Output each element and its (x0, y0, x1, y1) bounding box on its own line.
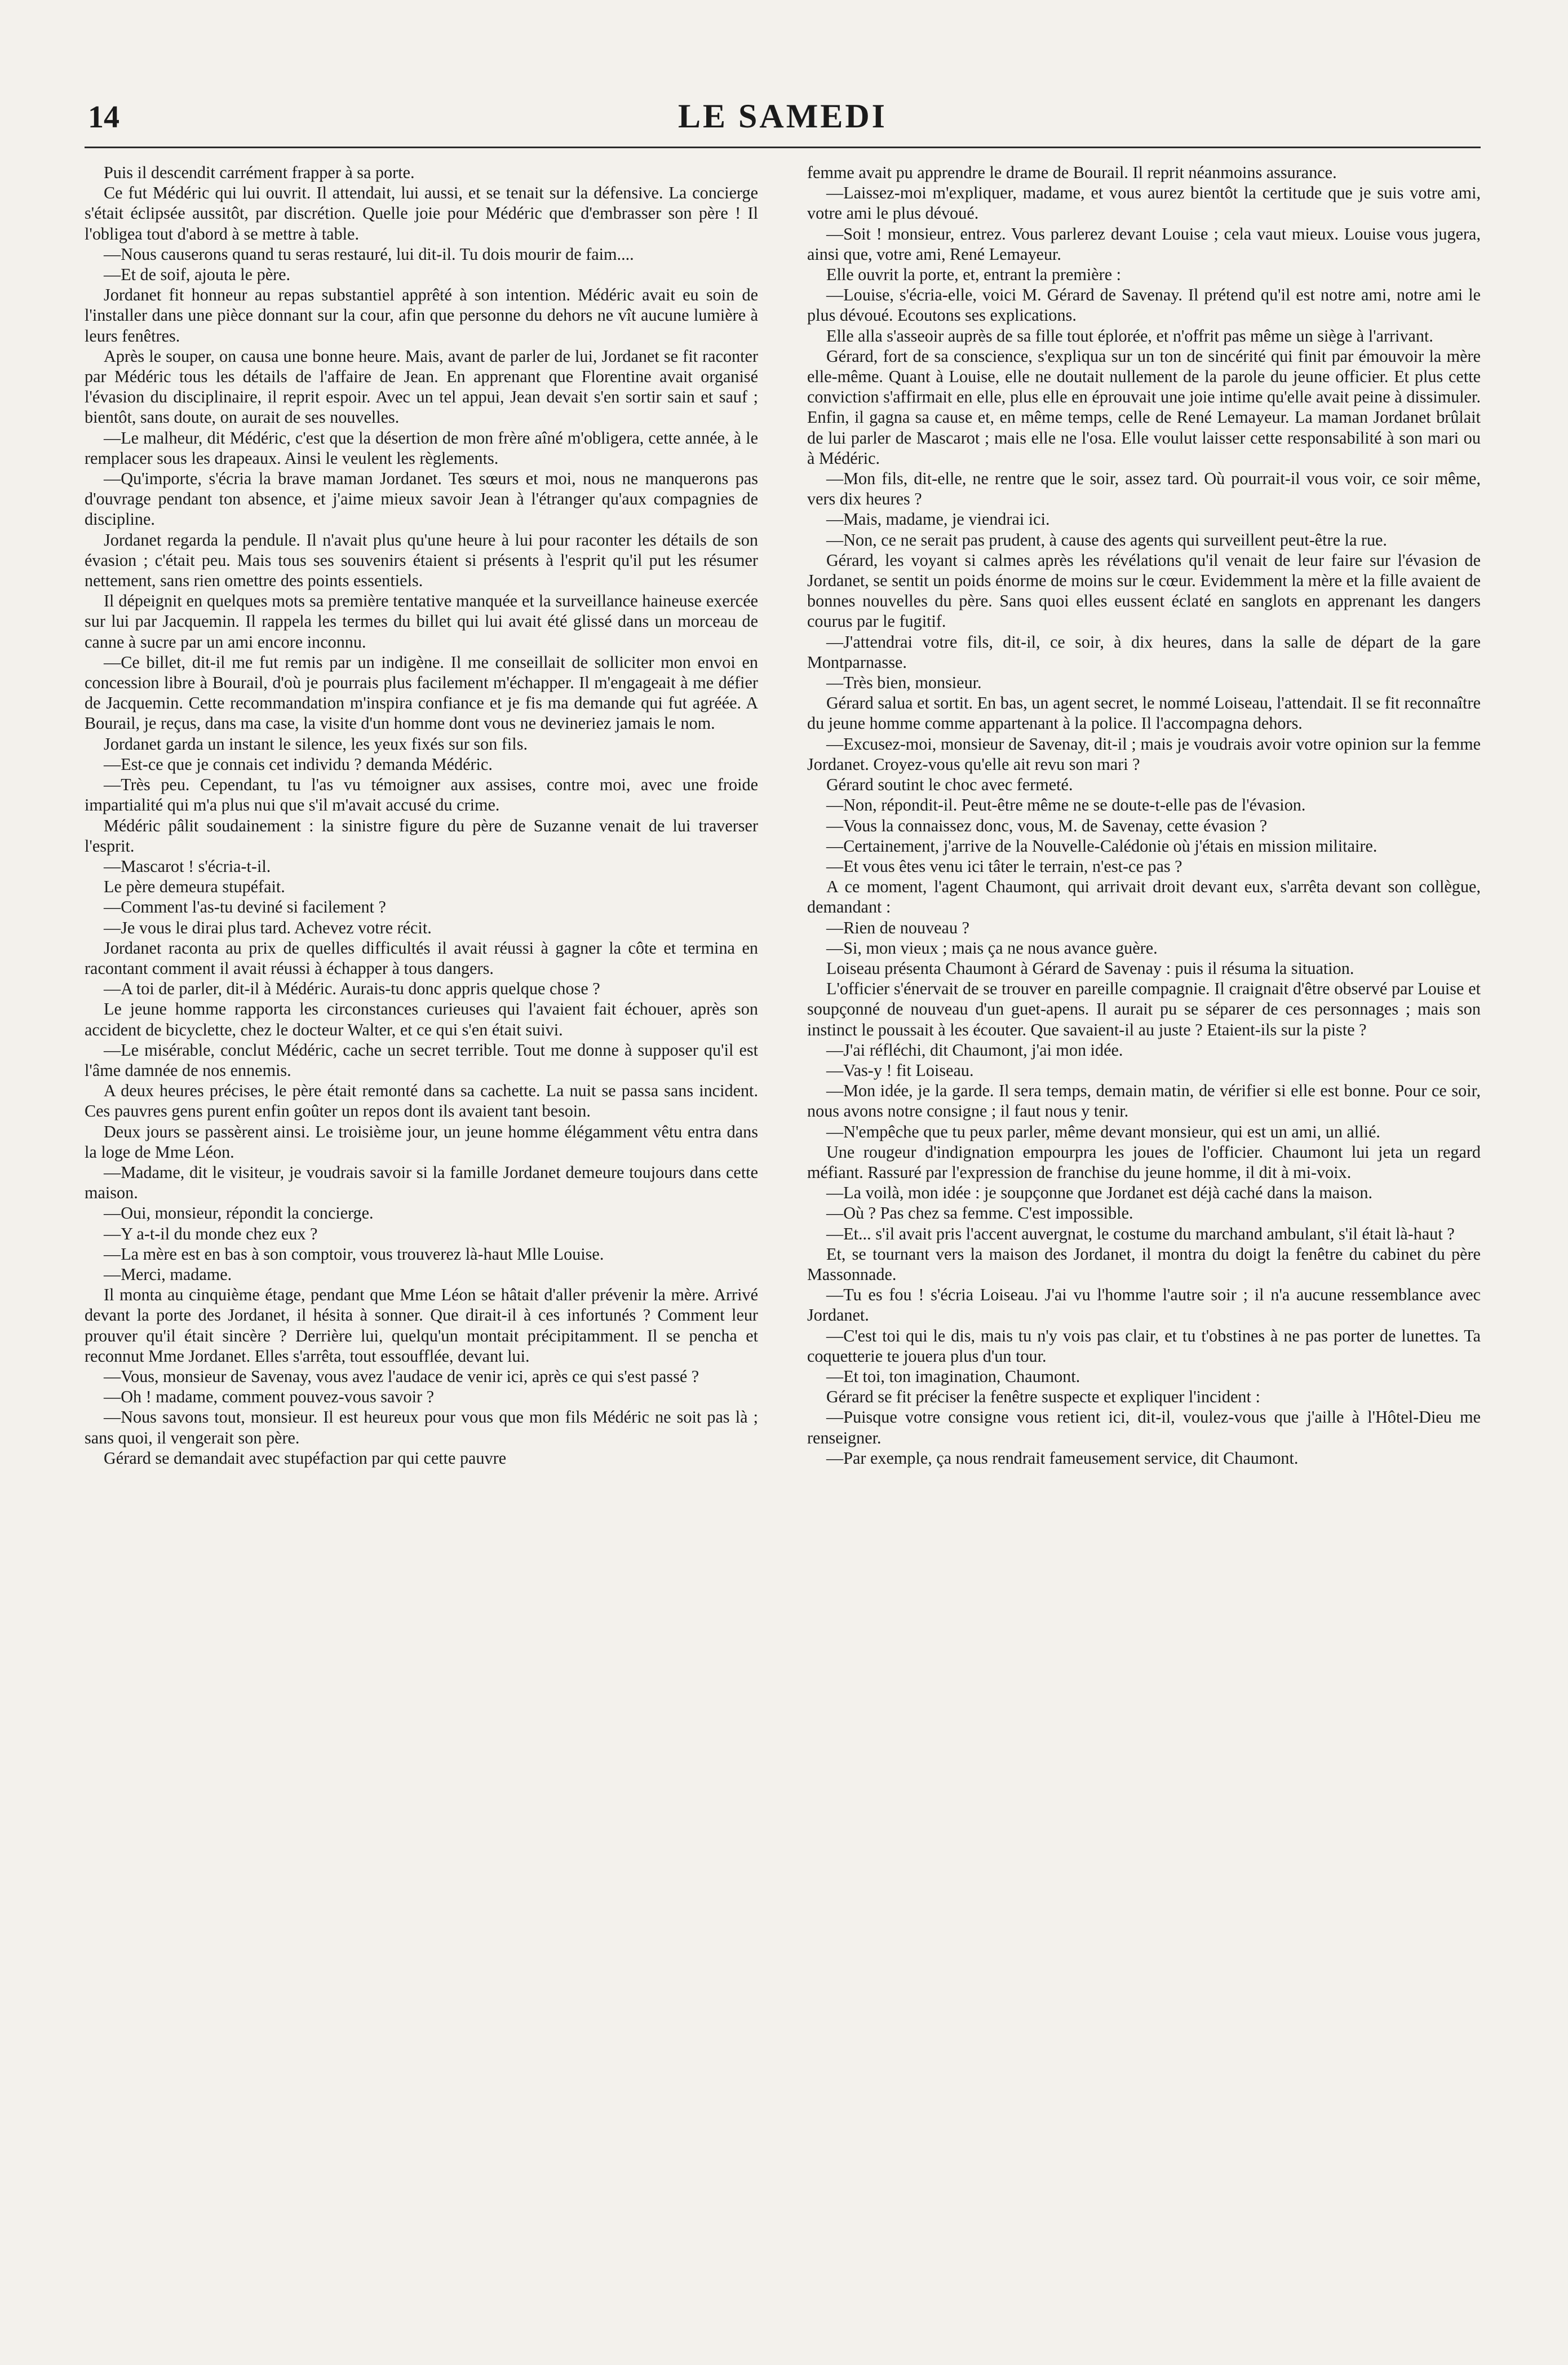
paragraph: —A toi de parler, dit-il à Médéric. Aurais-tu donc appris quelque chose ? (104, 979, 600, 999)
paragraph: —Rien de nouveau ? (826, 918, 969, 937)
paragraph: —Je vous le dirai plus tard. Achevez votre récit. (104, 918, 432, 937)
paragraph: Gérard soutint le choc avec fermeté. (826, 775, 1073, 795)
paragraph: —Nous savons tout, monsieur. Il est heureux pour vous que mon fils Médéric ne soit pas là ; sans quoi, il vengerait son père. (85, 1407, 758, 1447)
paragraph: —Le malheur, dit Médéric, c'est que la désertion de mon frère aîné m'obligera, cette année, à le remplacer sous les drapeaux. Ainsi le veulent les règlements. (85, 428, 758, 468)
paragraph: —Mascarot ! s'écria-t-il. (104, 856, 271, 876)
left-column (85, 162, 758, 2304)
paragraph: —Vas-y ! fit Loiseau. (826, 1060, 974, 1080)
paragraph: —Oh ! madame, comment pouvez-vous savoir ? (104, 1387, 434, 1407)
paragraph: —Excusez-moi, monsieur de Savenay, dit-il ; mais je voudrais avoir votre opinion sur la femme Jordanet. Croyez-vous qu'elle ait revu son mari ? (807, 734, 1481, 774)
paragraph: —Non, répondit-il. Peut-être même ne se doute-t-elle pas de l'évasion. (826, 795, 1306, 815)
paragraph: —Si, mon vieux ; mais ça ne nous avance guère. (826, 938, 1158, 958)
paragraph: —Par exemple, ça nous rendrait fameusement service, dit Chaumont. (826, 1448, 1299, 1468)
paragraph: —Qu'importe, s'écria la brave maman Jordanet. Tes sœurs et moi, nous ne manquerons pas d'ouvrage pendant ton absence, et j'aime mieux savoir Jean à l'étranger qu'aux compagnies de discipline. (85, 469, 758, 529)
paragraph: Le jeune homme rapporta les circonstances curieuses qui l'avaient fait échouer, après son accident de bicyclette, chez le docteur Walter, et ce qui s'en était suivi. (85, 999, 758, 1039)
paragraph: A deux heures précises, le père était remonté dans sa cachette. La nuit se passa sans incident. Ces pauvres gens purent enfin goûter un repos dont ils avaient tant besoin. (85, 1081, 758, 1121)
paragraph: —La mère est en bas à son comptoir, vous trouverez là-haut Mlle Louise. (104, 1244, 604, 1264)
paragraph: Médéric pâlit soudainement : la sinistre figure du père de Suzanne venait de lui traverser l'esprit. (85, 816, 758, 856)
page-title: LE SAMEDI (677, 98, 888, 135)
paragraph: Puis il descendit carrément frapper à sa porte. (104, 163, 415, 182)
paragraph: Gérard salua et sortit. En bas, un agent secret, le nommé Loiseau, l'attendait. Il se fit reconnaître du jeune homme comme appartenant à la police. Il l'accompagna dehors. (807, 693, 1481, 733)
paragraph: —Le misérable, conclut Médéric, cache un secret terrible. Tout me donne à supposer qu'il est l'âme damnée de nos ennemis. (85, 1040, 758, 1080)
paragraph: —Madame, dit le visiteur, je voudrais savoir si la famille Jordanet demeure toujours dans cette maison. (85, 1162, 758, 1203)
paragraph: —Non, ce ne serait pas prudent, à cause des agents qui surveillent peut-être la rue. (826, 530, 1387, 550)
paragraph: Après le souper, on causa une bonne heure. Mais, avant de parler de lui, Jordanet se fit raconter par Médéric tous les détails de l'affaire de Jean. En apprenant que Florentine avait organisé l'évasion du disciplinaire, il reprit espoir. Avec un tel appui, Jean devait s'en sortir sain et sauf ; bientôt, sans doute, on aurait de ses nouvelles. (85, 346, 758, 427)
paragraph: Jordanet raconta au prix de quelles difficultés il avait réussi à gagner la côte et termina en racontant comment il avait réussi à échapper à tous dangers. (85, 938, 758, 978)
paragraph: —Où ? Pas chez sa femme. C'est impossible. (826, 1203, 1133, 1223)
paragraph: L'officier s'énervait de se trouver en pareille compagnie. Il craignait d'être observé par Louise et soupçonné de nouveau d'un guet-apens. Il aurait pu se séparer de ces personnages ; mais son instinct le poussait à les écouter. Que savaient-il au juste ? Etaient-ils sur la piste ? (807, 979, 1481, 1039)
paragraph: —Est-ce que je connais cet individu ? demanda Médéric. (104, 754, 493, 774)
paragraph: —Très bien, monsieur. (826, 673, 982, 693)
paragraph: —Et vous êtes venu ici tâter le terrain, n'est-ce pas ? (826, 856, 1182, 876)
paragraph: Elle ouvrit la porte, et, entrant la première : (826, 265, 1122, 285)
paragraph: Il dépeignit en quelques mots sa première tentative manquée et la surveillance haineuse exercée sur lui par Jacquemin. Il rappela les termes du billet qui lui avait été glissé dans un morceau de canne à sucre par un ami encore inconnu. (85, 591, 758, 652)
paragraph: —Merci, madame. (104, 1264, 232, 1284)
paragraph: —Soit ! monsieur, entrez. Vous parlerez devant Louise ; cela vaut mieux. Louise vous jugera, ainsi que, votre ami, René Lemayeur. (807, 224, 1481, 264)
paragraph: Jordanet regarda la pendule. Il n'avait plus qu'une heure à lui pour raconter les détails de son évasion ; c'était peu. Mais tous ses souvenirs étaient si présents à l'esprit qu'il put les résumer nettement, sans rien omettre des points essentiels. (85, 530, 758, 591)
paragraph: —Louise, s'écria-elle, voici M. Gérard de Savenay. Il prétend qu'il est notre ami, notre ami le plus dévoué. Ecoutons ses explications. (807, 285, 1481, 325)
paragraph: Gérard, les voyant si calmes après les révélations qu'il venait de leur faire sur l'évasion de Jordanet, se sentit un poids énorme de moins sur le cœur. Evidemment la mère et la fille avaient de bonnes nouvelles du père. Sans quoi elles eussent éclaté en sanglots en apprenant les dangers courus par le fugitif. (807, 550, 1481, 631)
paragraph: Deux jours se passèrent ainsi. Le troisième jour, un jeune homme élégamment vêtu entra dans la loge de Mme Léon. (85, 1122, 758, 1162)
paragraph: —Vous, monsieur de Savenay, vous avez l'audace de venir ici, après ce qui s'est passé ? (104, 1366, 699, 1386)
page-number: 14 (88, 100, 119, 135)
paragraph: —La voilà, mon idée : je soupçonne que Jordanet est déjà caché dans la maison. (826, 1183, 1373, 1203)
paragraph: —Puisque votre consigne vous retient ici, dit-il, voulez-vous que j'aille à l'Hôtel-Dieu me renseigner. (807, 1407, 1481, 1447)
paragraph: —Mon fils, dit-elle, ne rentre que le soir, assez tard. Où pourrait-il vous voir, ce soir même, vers dix heures ? (807, 469, 1481, 509)
paragraph: —Y a-t-il du monde chez eux ? (104, 1224, 318, 1243)
right-column (807, 162, 1481, 2304)
paragraph: —Mon idée, je la garde. Il sera temps, demain matin, de vérifier si elle est bonne. Pour ce soir, nous avons notre consigne ; il faut nous y tenir. (807, 1081, 1481, 1121)
paragraph: —Vous la connaissez donc, vous, M. de Savenay, cette évasion ? (826, 816, 1268, 835)
paragraph: —Et... s'il avait pris l'accent auvergnat, le costume du marchand ambulant, s'il était là-haut ? (826, 1224, 1455, 1243)
paragraph: Jordanet garda un instant le silence, les yeux fixés sur son fils. (104, 734, 528, 754)
paragraph: Il monta au cinquième étage, pendant que Mme Léon se hâtait d'aller prévenir la mère. Arrivé devant la porte des Jordanet, il hésita à sonner. Que dirait-il à ces infortunés ? Comment leur prouver qu'il était sincère ? Derrière lui, quelqu'un montait précipitamment. Il se pencha et reconnut Mme Jordanet. Elles s'arrêta, tout essoufflée, devant lui. (85, 1285, 758, 1366)
paragraph: —Ce billet, dit-il me fut remis par un indigène. Il me conseillait de solliciter mon envoi en concession libre à Bourail, d'où je pourrais plus facilement m'échapper. Il m'engageait à me défier de Jacquemin. Cette recommandation m'inspira confiance et je fis ma demande qui fut agréée. A Bourail, je reçus, dans ma case, la visite d'un homme dont vous ne devineriez jamais le nom. (85, 652, 758, 733)
paragraph: —N'empêche que tu peux parler, même devant monsieur, qui est un ami, un allié. (826, 1122, 1380, 1141)
paragraph: Loiseau présenta Chaumont à Gérard de Savenay : puis il résuma la situation. (826, 958, 1354, 978)
paragraph: Gérard, fort de sa conscience, s'expliqua sur un ton de sincérité qui finit par émouvoir la mère elle-même. Quant à Louise, elle ne doutait nullement de la parole du jeune officier. Et plus cette conviction s'affirmait en elle, plus elle en éprouvait une joie intime qu'elle avait peine à dissimuler. Enfin, il gagna sa cause et, en même temps, celle de René Lemayeur. La maman Jordanet brûlait de lui parler de Mascarot ; mais elle ne l'osa. Elle voulut laisser cette responsabilité à son mari ou à Médéric. (807, 346, 1481, 468)
paragraph: —J'ai réfléchi, dit Chaumont, j'ai mon idée. (826, 1040, 1123, 1060)
paragraph: —Et toi, ton imagination, Chaumont. (826, 1366, 1080, 1386)
paragraph: Ce fut Médéric qui lui ouvrit. Il attendait, lui aussi, et se tenait sur la défensive. La concierge s'était éclipsée aussitôt, par discrétion. Quelle joie pour Médéric que d'embrasser son père ! Il l'obligea tout d'abord à se mettre à table. (85, 183, 758, 243)
paragraph: —Nous causerons quand tu seras restauré, lui dit-il. Tu dois mourir de faim.... (104, 244, 634, 264)
paragraph: —Certainement, j'arrive de la Nouvelle-Calédonie où j'étais en mission militaire. (826, 836, 1377, 856)
paragraph: —J'attendrai votre fils, dit-il, ce soir, à dix heures, dans la salle de départ de la gare Montparnasse. (807, 632, 1481, 672)
paragraph: —C'est toi qui le dis, mais tu n'y vois pas clair, et tu t'obstines à ne pas porter de lunettes. Ta coquetterie te jouera plus d'un tour. (807, 1326, 1481, 1366)
paragraph: —Mais, madame, je viendrai ici. (826, 510, 1050, 529)
paragraph: Jordanet fit honneur au repas substantiel apprêté à son intention. Médéric avait eu soin de l'installer dans une pièce donnant sur la cour, afin que personne du dehors ne vît aucune lumière à leurs fenêtres. (85, 285, 758, 346)
paragraph: Elle alla s'asseoir auprès de sa fille tout éplorée, et n'offrit pas même un siège à l'arrivant. (826, 326, 1433, 346)
paragraph: Gérard se demandait avec stupéfaction par qui cette pauvre (104, 1448, 507, 1468)
paragraph: Gérard se fit préciser la fenêtre suspecte et expliquer l'incident : (826, 1387, 1260, 1407)
paragraph: —Laissez-moi m'expliquer, madame, et vous aurez bientôt la certitude que je suis votre ami, votre ami le plus dévoué. (807, 183, 1481, 223)
paragraph: —Et de soif, ajouta le père. (104, 265, 291, 285)
paragraph: Le père demeura stupéfait. (104, 877, 285, 897)
paragraph: —Oui, monsieur, répondit la concierge. (104, 1203, 374, 1223)
paragraph: —Tu es fou ! s'écria Loiseau. J'ai vu l'homme l'autre soir ; il n'a aucune ressemblance avec Jordanet. (807, 1285, 1481, 1325)
paragraph: —Comment l'as-tu deviné si facilement ? (104, 897, 386, 917)
paragraph: —Très peu. Cependant, tu l'as vu témoigner aux assises, contre moi, avec une froide impartialité qui m'a plus nui que s'il m'avait accusé du crime. (85, 775, 758, 815)
page-header (85, 85, 1481, 148)
paragraph: A ce moment, l'agent Chaumont, qui arrivait droit devant eux, s'arrêta devant son collègue, demandant : (807, 877, 1481, 917)
paragraph: Et, se tournant vers la maison des Jordanet, il montra du doigt la fenêtre du cabinet du père Massonnade. (807, 1244, 1481, 1284)
paragraph: Une rougeur d'indignation empourpra les joues de l'officier. Chaumont lui jeta un regard méfiant. Rassuré par l'expression de franchise du jeune homme, il dit à mi-voix. (807, 1142, 1481, 1182)
paragraph: femme avait pu apprendre le drame de Bourail. Il reprit néanmoins assurance. (807, 163, 1337, 182)
